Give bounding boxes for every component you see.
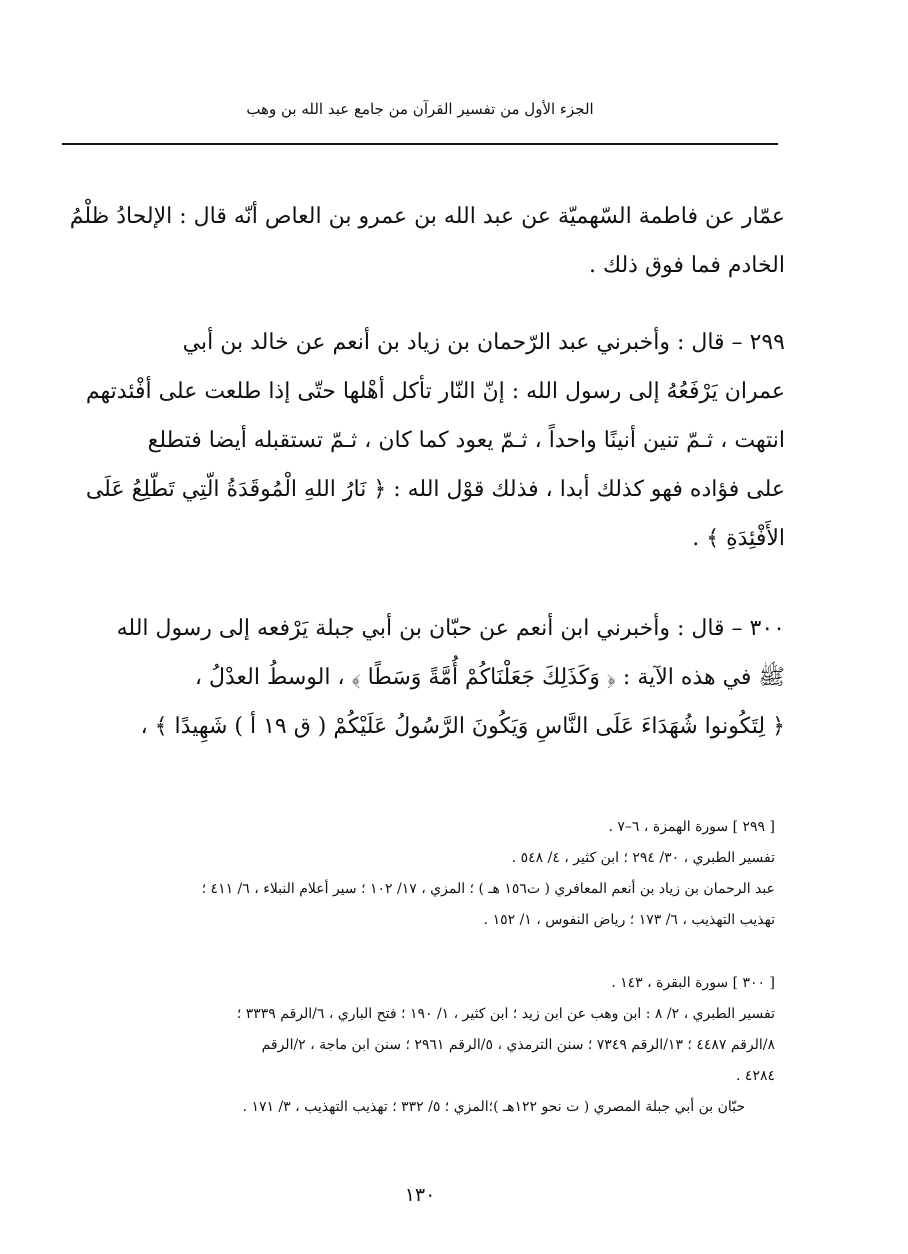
text-line: الأَفْئِدَةِ ﴾ . [692,526,785,551]
text-line: على فؤاده فهو كذلك أبدا ، فذلك قوْل الله : ﴿ نَارُ اللهِ الْمُوقَدَةُ الّتِي تَطّلِعُ عَلَى [85,477,785,502]
footnote-300 [45,968,775,1123]
footnote-line: حبّان بن أبي جبلة المصري ( ت نحو ١٢٢هـ )؛المزي ؛ ٥/ ٣٣٢ ؛ تهذيب التهذيب ، ٣/ ١٧١ . [242,1099,745,1115]
page-number: ١٣٠ [404,1184,436,1206]
footnote-299 [45,812,775,936]
text-line: ﴿ لِتَكُونوا شُهَدَاءَ عَلَى النَّاسِ وَيَكُونَ الرَّسُولُ عَلَيْكُمْ ( ق ١٩ أ ) شَهِيدًا ﴾ ، [140,714,785,739]
footnote-line: عبد الرحمان بن زياد بن أنعم المعافري ( ت١٥٦ هـ ) ؛ المزي ، ١٧/ ١٠٢ ؛ سير أعلام النبلاء ، ٦/ ٤١١ ؛ [201,881,775,897]
running-header: الجزء الأول من تفسير القرآن من جامع عبد الله بن وهب [246,100,594,118]
footnote-line: ٨/الرقم ٤٤٨٧ ؛ ١٣/الرقم ٧٣٤٩ ؛ سنن الترمذي ، ٥/الرقم ٢٩٦١ ؛ سنن ابن ماجة ، ٢/الرقم [261,1037,775,1053]
footnote-line: [ ٣٠٠ ] سورة البقرة ، ١٤٣ . [611,975,775,991]
text-line: انتهت ، ثـمّ تنين أنينًا واحداً ، ثـمّ يعود كما كان ، ثـمّ تستقبله أيضا فتطلع [147,428,785,453]
text-line: ٣٠٠ – قال : وأخبرني ابن أنعم عن حبّان بن أبي جبلة يَرْفعه إلى رسول الله [116,616,785,641]
header-divider [62,143,778,145]
text-line: عمران يَرْفَعُهُ إلى رسول الله : إنّ النّار تأكل أهْلها حتّى إذا طلعت على أفْئدتهم [85,379,785,404]
paragraph-300 [55,604,785,751]
paragraph-299 [55,318,785,563]
footnote-line: [ ٢٩٩ ] سورة الهمزة ، ٦–٧ . [608,819,775,835]
text-line: ﷺ في هذه الآية : ﴿ وَكَذَلِكَ جَعَلْنَاكُمْ أُمَّةً وَسَطًا ﴾ ، الوسطُ العدْلُ ، [194,665,785,690]
footnote-line: ٤٢٨٤ . [736,1068,775,1084]
footnote-line: تفسير الطبري ، ٢/ ٨ : ابن وهب عن ابن زيد ؛ ابن كثير ، ١/ ١٩٠ ؛ فتح الباري ، ٦/الرقم ٣٣٣٩ ؛ [236,1006,775,1022]
paragraph-continuation [55,192,785,290]
footnote-line: تهذيب التهذيب ، ٦/ ١٧٣ ؛ رياض النفوس ، ١/ ١٥٢ . [483,912,775,928]
text-line: ٢٩٩ – قال : وأخبرني عبد الرّحمان بن زياد بن أنعم عن خالد بن أبي [182,330,785,355]
footnote-line: تفسير الطبري ، ٣٠/ ٢٩٤ ؛ ابن كثير ، ٤/ ٥٤٨ . [511,850,775,866]
text-line: عمّار عن فاطمة السّهميّة عن عبد الله بن عمرو بن العاص أنّه قال : الإلحادُ ظلْمُ [69,204,785,229]
text-line: الخادم فما فوق ذلك . [588,253,785,278]
